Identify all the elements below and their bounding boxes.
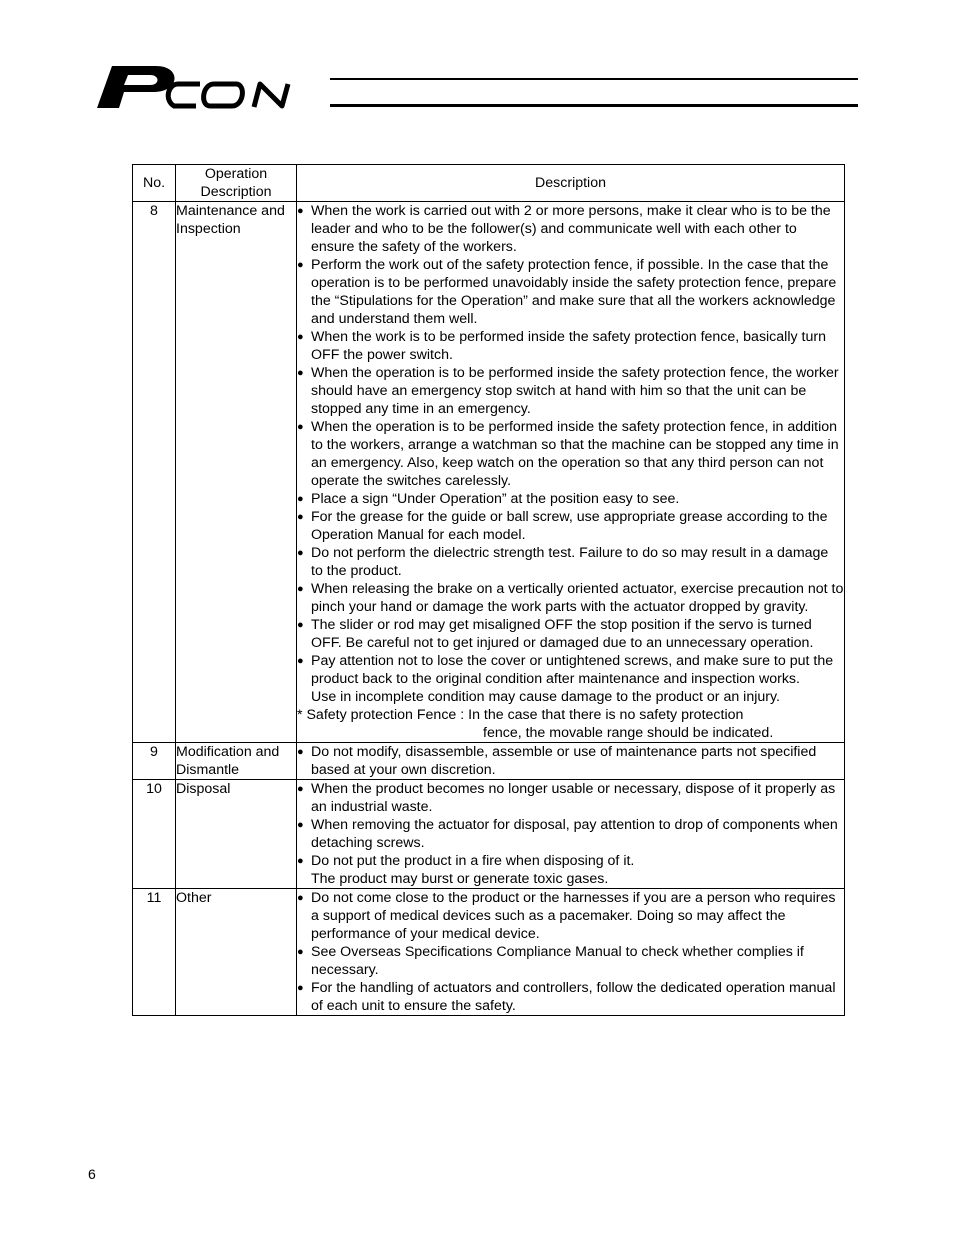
list-item: ● For the handling of actuators and controllers, follow the dedicated operation manual of each unit to ensure the safety. <box>297 979 844 1015</box>
header-rule-bottom <box>330 104 858 107</box>
list-item: ● See Overseas Specifications Compliance Manual to check whether complies if necessary. <box>297 943 844 979</box>
table-row <box>133 202 845 743</box>
row-operation: Other <box>176 889 297 1016</box>
header-no: No. <box>133 165 176 202</box>
list-item: ● When releasing the brake on a vertically oriented actuator, exercise precaution not to pinch your hand or damage the work parts with the actuator dropped by gravity. <box>297 580 844 616</box>
row-no: 11 <box>133 889 176 1016</box>
list-item: ● Place a sign “Under Operation” at the position easy to see. <box>297 490 844 508</box>
list-item: ● Pay attention not to lose the cover or untightened screws, and make sure to put the product back to the original condition after maintenance and inspection works. <box>297 652 844 688</box>
row-description <box>297 743 845 780</box>
row-description <box>297 780 845 889</box>
row-description <box>297 202 845 743</box>
list-item: ● When the work is carried out with 2 or more persons, make it clear who is to be the leader and who to be the follower(s) and communicate well with each other to ensure the safety of the workers. <box>297 202 844 256</box>
operation-safety-table <box>132 164 845 1016</box>
header-description: Description <box>297 165 845 202</box>
list-item: ● When the operation is to be performed inside the safety protection fence, the worker should have an emergency stop switch at hand with him so that the unit can be stopped any time in an emergency. <box>297 364 844 418</box>
row-no: 8 <box>133 202 176 743</box>
list-item: ● When the work is to be performed inside the safety protection fence, basically turn OFF the power switch. <box>297 328 844 364</box>
fence-note: * Safety protection Fence : In the case that there is no safety protection <box>297 707 744 723</box>
list-item: ● Do not put the product in a fire when disposing of it. <box>297 852 844 870</box>
header-rule-top <box>330 78 858 80</box>
page-number: 6 <box>88 1166 96 1182</box>
row-no: 9 <box>133 743 176 780</box>
table-row <box>133 889 845 1016</box>
list-item: ● Do not come close to the product or the harnesses if you are a person who requires a support of medical devices such as a pacemaker. Doing so may affect the performance of your medical device. <box>297 889 844 943</box>
table-header-row <box>133 165 845 202</box>
row-operation: Maintenance and Inspection <box>176 202 297 743</box>
row-operation: Disposal <box>176 780 297 889</box>
list-item: ● Perform the work out of the safety protection fence, if possible. In the case that the operation is to be performed unavoidably inside the safety protection fence, prepare the “Stipulations for the Operation” and make sure that all the workers acknowledge and understand them well. <box>297 256 844 328</box>
continuation-text: Use in incomplete condition may cause damage to the product or an injury. <box>311 689 780 705</box>
header-operation: Operation Description <box>176 165 297 202</box>
list-item: ● Do not perform the dielectric strength test. Failure to do so may result in a damage to the product. <box>297 544 844 580</box>
continuation-text: The product may burst or generate toxic gases. <box>311 871 609 887</box>
list-item: ● Do not modify, disassemble, assemble or use of maintenance parts not specified based at your own discretion. <box>297 743 844 779</box>
row-description <box>297 889 845 1016</box>
table-row <box>133 780 845 889</box>
pcon-logo <box>96 66 336 110</box>
list-item: ● When removing the actuator for disposal, pay attention to drop of components when detaching screws. <box>297 816 844 852</box>
table-row <box>133 743 845 780</box>
row-operation: Modification and Dismantle <box>176 743 297 780</box>
row-no: 10 <box>133 780 176 889</box>
fence-note-continuation: fence, the movable range should be indicated. <box>483 725 774 741</box>
list-item: ● The slider or rod may get misaligned OFF the stop position if the servo is turned OFF. Be careful not to get injured or damaged due to an unnecessary operation. <box>297 616 844 652</box>
list-item: ● When the operation is to be performed inside the safety protection fence, in addition to the workers, arrange a watchman so that the machine can be stopped any time in an emergency. Also, keep watch on the operation so that any third person can not operate the switches carelessly. <box>297 418 844 490</box>
list-item: ● When the product becomes no longer usable or necessary, dispose of it properly as an industrial waste. <box>297 780 844 816</box>
list-item: ● For the grease for the guide or ball screw, use appropriate grease according to the Operation Manual for each model. <box>297 508 844 544</box>
